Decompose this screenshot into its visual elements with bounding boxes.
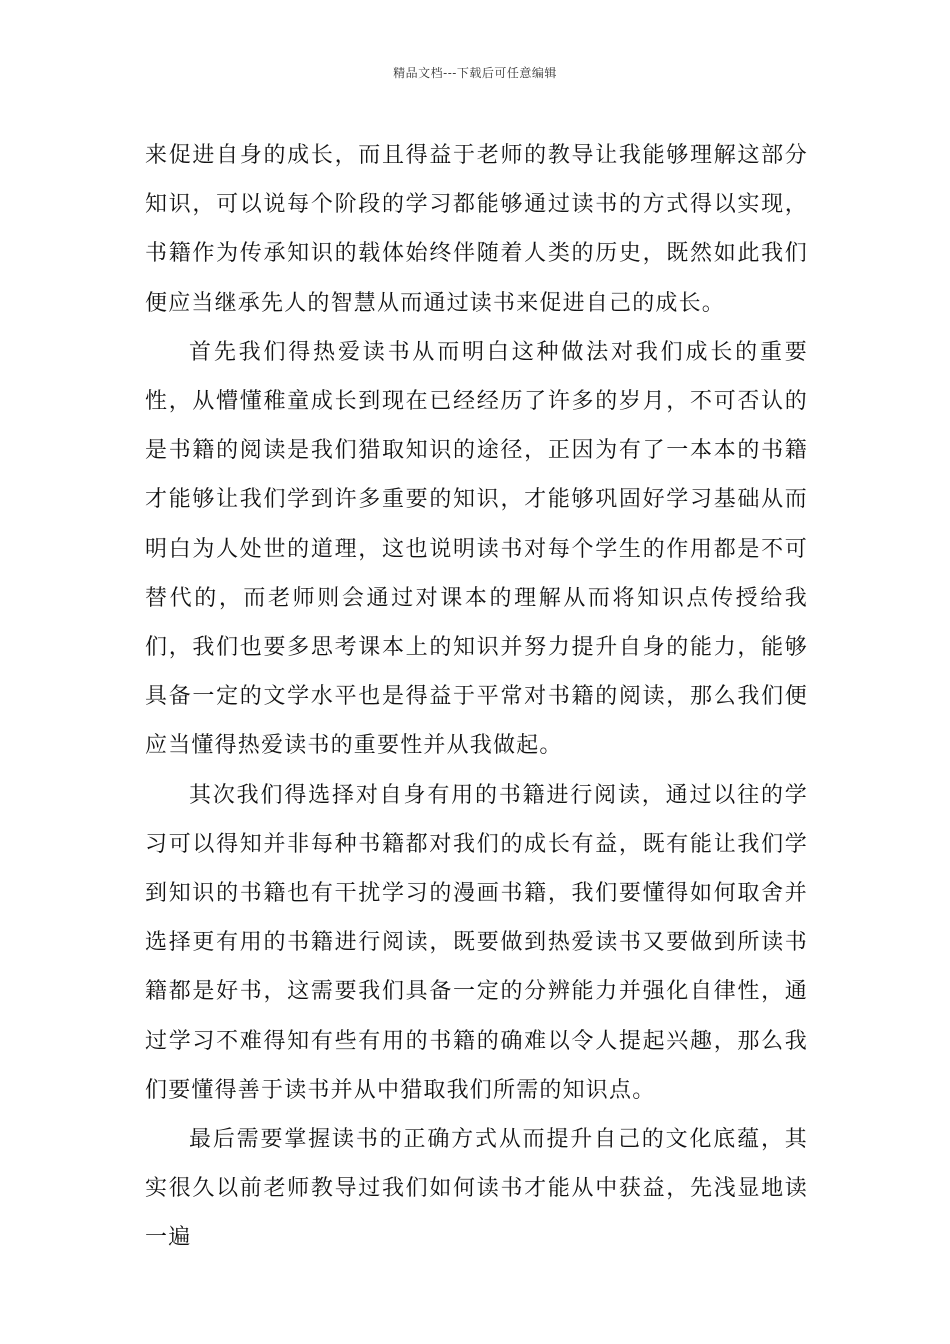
document-body xyxy=(145,131,808,1263)
paragraph-3: 其次我们得选择对自身有用的书籍进行阅读，通过以往的学习可以得知并非每种书籍都对我们的成长有益，既有能让我们学到知识的书籍也有干扰学习的漫画书籍，我们要懂得如何取舍并选择更有用的书籍进行阅读，既要做到热爱读书又要做到所读书籍都是好书，这需要我们具备一定的分辨能力并强化自律性，通过学习不难得知有些有用的书籍的确难以令人提起兴趣，那么我们要懂得善于读书并从中猎取我们所需的知识点。 xyxy=(145,782,808,1103)
paragraph-2: 首先我们得热爱读书从而明白这种做法对我们成长的重要性，从懵懂稚童成长到现在已经经历了许多的岁月，不可否认的是书籍的阅读是我们猎取知识的途径，正因为有了一本本的书籍才能够让我们学到许多重要的知识，才能够巩固好学习基础从而明白为人处世的道理，这也说明读书对每个学生的作用都是不可替代的，而老师则会通过对课本的理解从而将知识点传授给我们，我们也要多思考课本上的知识并努力提升自身的能力，能够具备一定的文学水平也是得益于平常对书籍的阅读，那么我们便应当懂得热爱读书的重要性并从我做起。 xyxy=(145,339,808,759)
paragraph-4: 最后需要掌握读书的正确方式从而提升自己的文化底蕴，其实很久以前老师教导过我们如何读书才能从中获益，先浅显地读一遍 xyxy=(145,1127,808,1251)
paragraph-1: 来促进自身的成长，而且得益于老师的教导让我能够理解这部分知识，可以说每个阶段的学习都能够通过读书的方式得以实现，书籍作为传承知识的载体始终伴随着人类的历史，既然如此我们便应当继承先人的智慧从而通过读书来促进自己的成长。 xyxy=(145,143,808,316)
page-header: 精品文档---下载后可任意编辑 xyxy=(393,66,557,80)
